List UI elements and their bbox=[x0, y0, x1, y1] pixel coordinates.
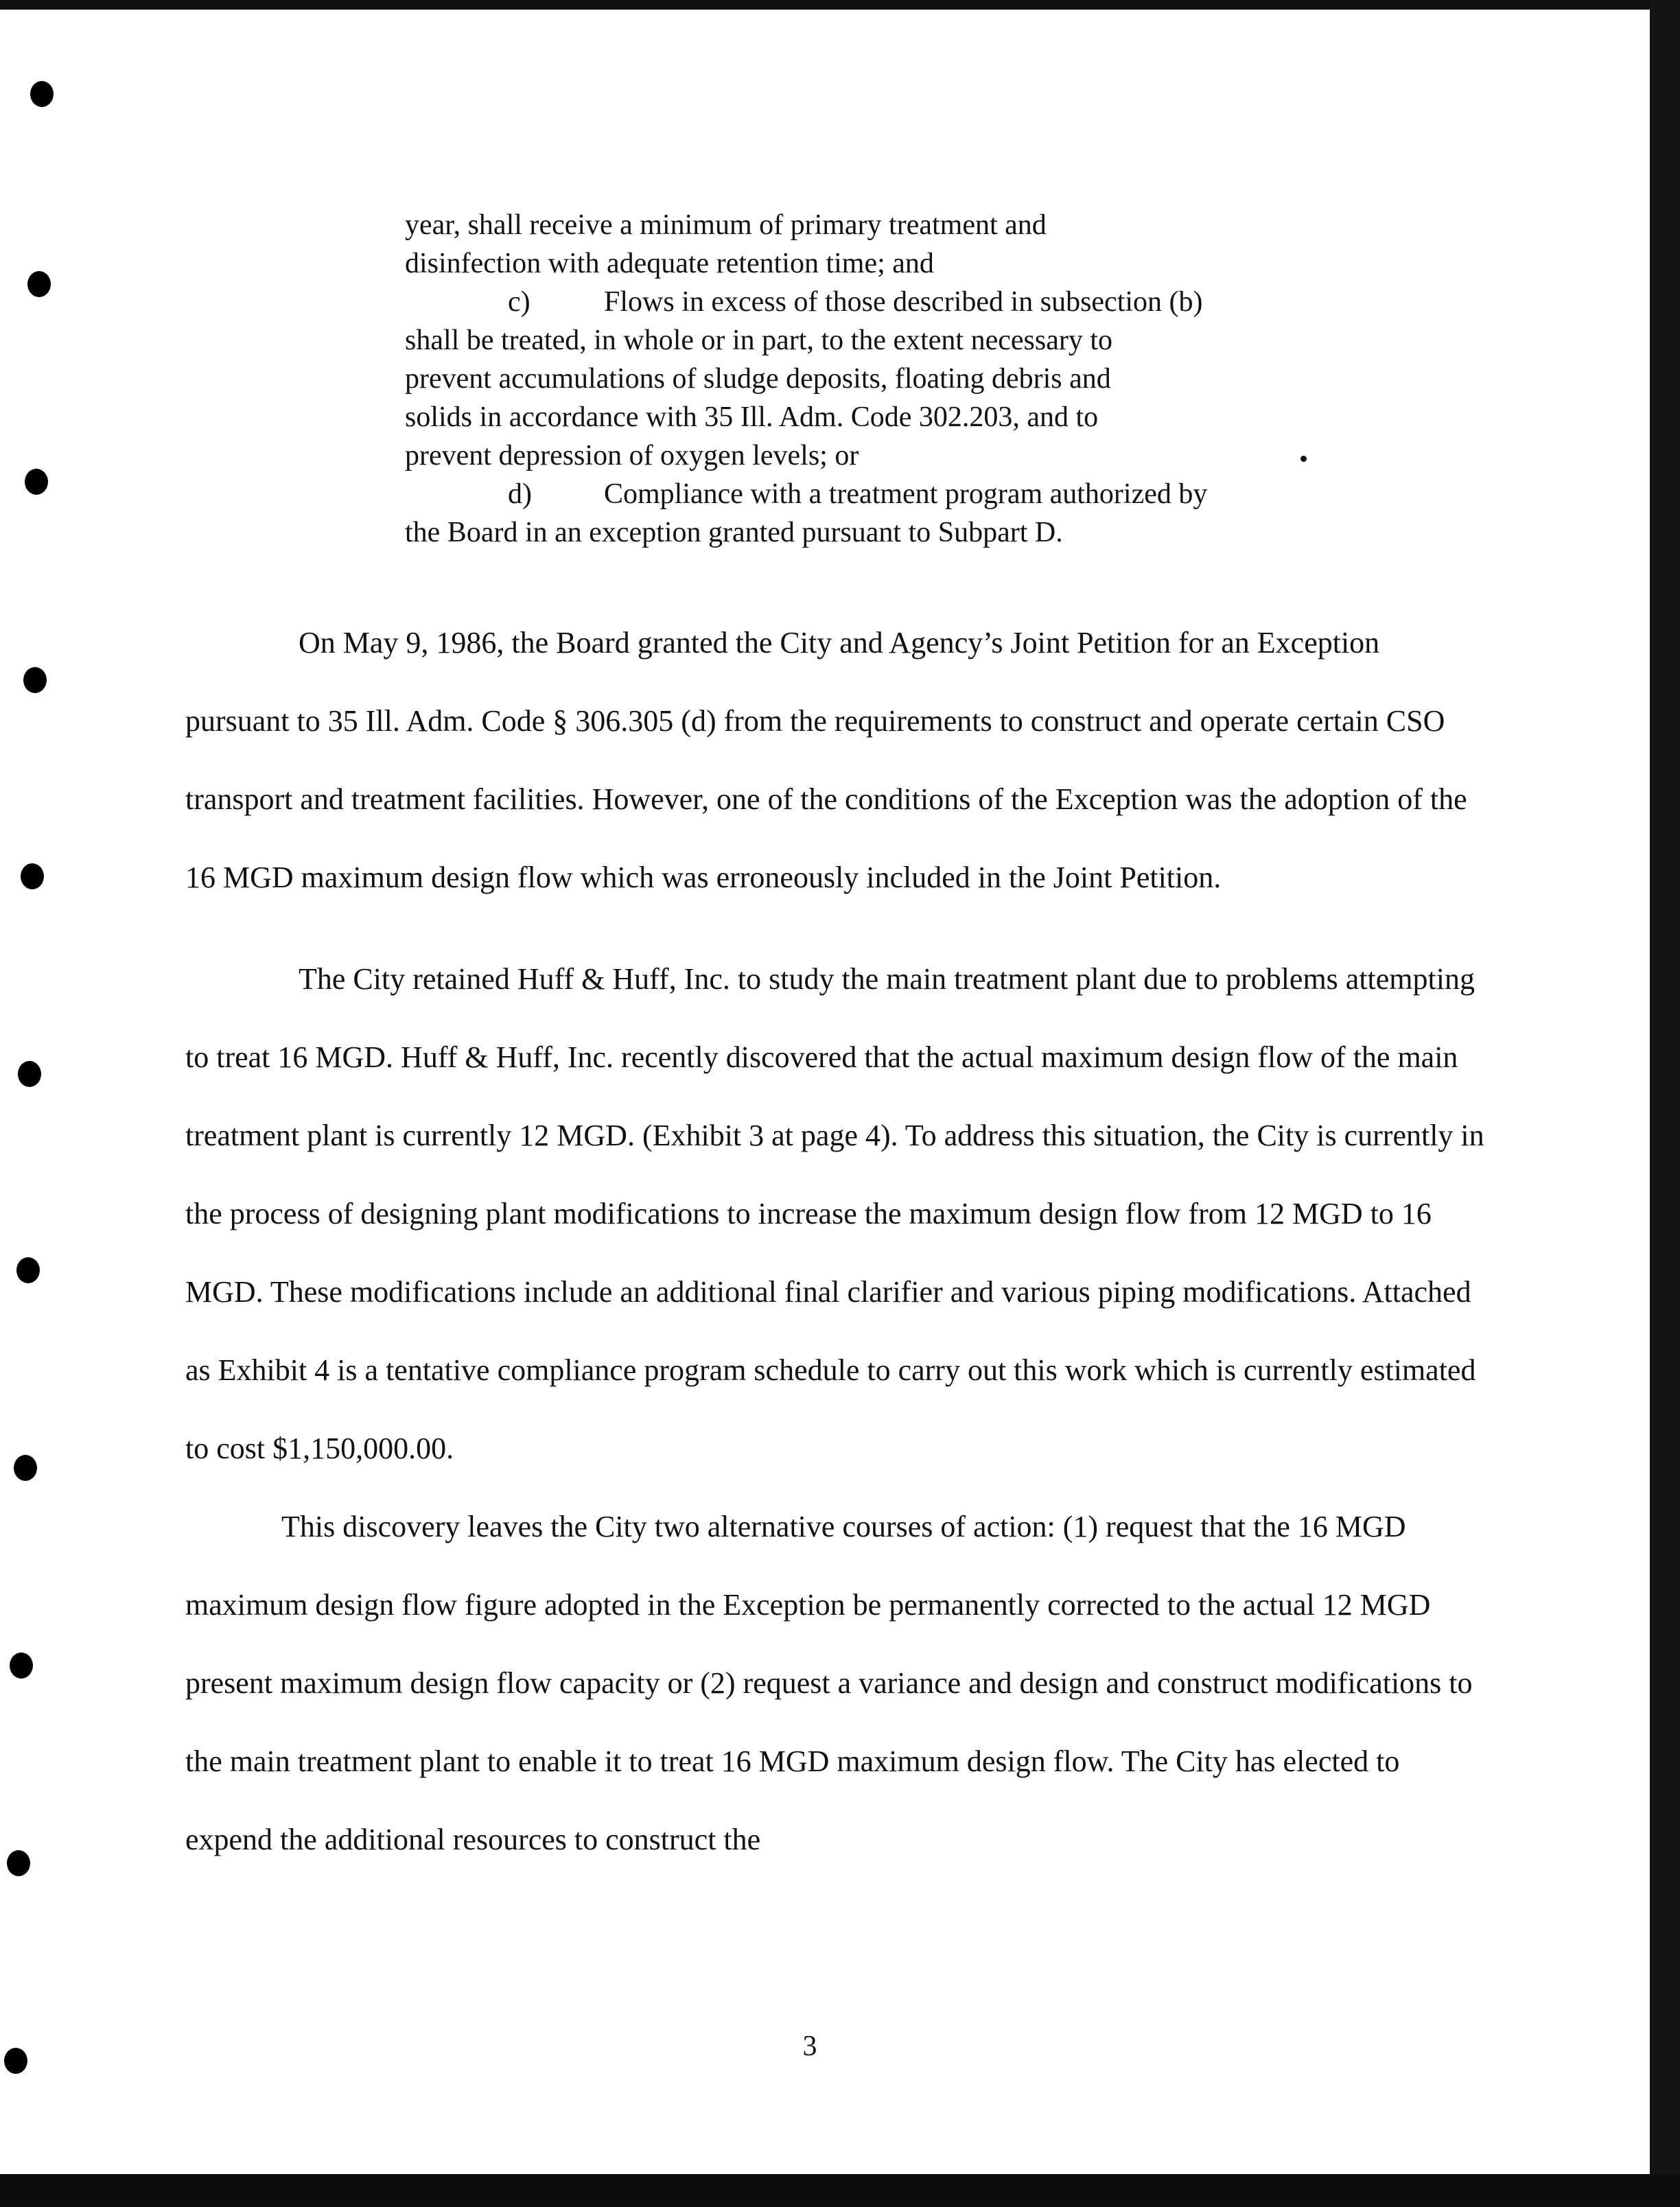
page-number: 3 bbox=[802, 2031, 817, 2062]
paragraph-alternatives: This discovery leaves the City two alternative courses of action: (1) request that the 16 MGD maximum design flow figure adopted in the Exception be permanently corrected to the actual 12 MGD present maximum design flow capacity or (2) request a variance and design and construct modifications to the main treatment plant to enable it to treat 16 MGD maximum design flow. The City has elected to expend the additional resources to construct the bbox=[185, 1510, 1473, 1856]
quote-line: disinfection with adequate retention time; and bbox=[405, 248, 934, 279]
scan-border-bottom bbox=[0, 2174, 1680, 2207]
paragraph-exception: On May 9, 1986, the Board granted the City and Agency’s Joint Petition for an Exception pursuant to 35 Ill. Adm. Code § 306.305 (d) from the requirements to construct and operate certain CSO transport and treatment facilities. However, one of the conditions of the Exception was the adoption of the 16 MGD maximum design flow which was erroneously included in the Joint Petition. bbox=[185, 626, 1467, 894]
quote-line: the Board in an exception granted pursuant to Subpart D. bbox=[405, 517, 1063, 548]
scan-speck bbox=[1300, 456, 1307, 462]
quote-item-c bbox=[405, 283, 1297, 321]
quote-line: shall be treated, in whole or in part, to the extent necessary to bbox=[405, 325, 1112, 356]
quote-line: year, shall receive a minimum of primary treatment and bbox=[405, 209, 1047, 241]
quote-item-d bbox=[405, 475, 1297, 513]
block-quote bbox=[405, 206, 1297, 552]
paragraph-huff-study: The City retained Huff & Huff, Inc. to study the main treatment plant due to problems attempting to treat 16 MGD. Huff & Huff, Inc. recently discovered that the actual maximum design flow of the main treatment plant is currently 12 MGD. (Exhibit 3 at page 4). To address this situation, the City is currently in the process of designing plant modifications to increase the maximum design flow from 12 MGD to 16 MGD. These modifications include an additional final clarifier and various piping modifications. Attached as Exhibit 4 is a tentative compliance program schedule to carry out this work which is currently estimated to cost $1,150,000.00. bbox=[185, 962, 1484, 1465]
quote-line: Compliance with a treatment program authorized by bbox=[604, 478, 1208, 510]
quote-line: prevent depression of oxygen levels; or bbox=[405, 440, 859, 471]
body-text bbox=[185, 604, 1489, 1879]
quote-line: prevent accumulations of sludge deposits, floating debris and bbox=[405, 363, 1111, 395]
item-marker: c) bbox=[508, 286, 530, 318]
quote-line: solids in accordance with 35 Ill. Adm. Code 302.203, and to bbox=[405, 401, 1099, 433]
quote-line: Flows in excess of those described in subsection (b) bbox=[604, 286, 1203, 318]
item-marker: d) bbox=[508, 478, 532, 510]
scan-border-right bbox=[1650, 0, 1680, 2207]
